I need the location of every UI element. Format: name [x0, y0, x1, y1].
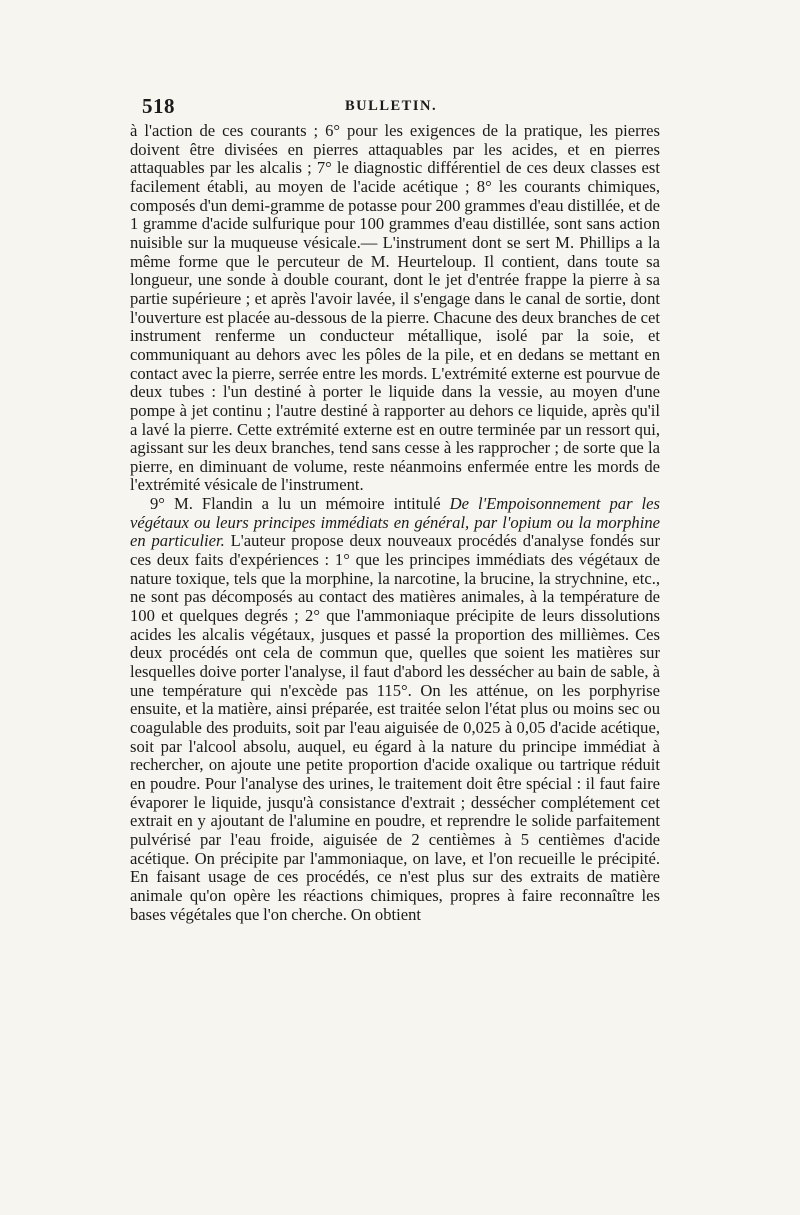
book-page [130, 92, 660, 924]
memoir-title: De l'Empoisonnement par les végétaux ou leurs principes immédiats en général, par l'opium ou la morphine en particulier. [130, 494, 660, 551]
paragraph-flandin [130, 495, 660, 924]
paragraph-instrument: à l'action de ces courants ; 6° pour les exigences de la pratique, les pierres doivent être divisées en pierres attaquables par les acides, et en pierres attaquables par les alcalis ; 7° le diagnostic différentiel de ces deux classes est facilement établi, au moyen de l'acide acétique ; 8° les courants chimiques, composés d'un demi-gramme de potasse pour 200 grammes d'eau distillée, et de 1 gramme d'acide sulfurique pour 100 grammes d'eau distillée, sont sans action nuisible sur la muqueuse vésicale.— L'instrument dont se sert M. Phillips a la même forme que le percuteur de M. Heurteloup. Il contient, dans toute sa longueur, une sonde à double courant, dont le jet d'entrée frappe la pierre à sa partie supérieure ; et après l'avoir lavée, il s'engage dans le canal de sortie, dont l'ouverture est placée au-dessous de la pierre. Chacune des deux branches de cet instrument renferme un conducteur métallique, isolé par la soie, et communiquant au dehors avec les pôles de la pile, et en dedans se mettant en contact avec la pierre, serrée entre les mords. L'extrémité externe est pourvue de deux tubes : l'un destiné à porter le liquide dans la vessie, au moyen d'une pompe à jet continu ; l'autre destiné à rapporter au dehors ce liquide, après qu'il a lavé la pierre. Cette extrémité externe est en outre terminée par un ressort qui, agissant sur les deux branches, tend sans cesse à les rapprocher ; de sorte que la pierre, en diminuant de volume, reste néanmoins enfermée entre les mords de l'extrémité vésicale de l'instrument. [130, 121, 660, 495]
paragraph-flandin-lead: 9° M. Flandin a lu un mémoire intitulé [150, 494, 450, 514]
body-text [130, 122, 660, 924]
running-header [130, 92, 660, 122]
paragraph-flandin-body: L'auteur propose deux nouveaux procédés d'analyse fondés sur ces deux faits d'expériences : 1° que les principes immédiats des végétaux de nature toxique, tels que la morphine, la narcotine, la brucine, la strychnine, etc., ne sont pas décomposés au contact des matières animales, à la température de 100 et quelques degrés ; 2° que l'ammoniaque précipite de leurs dissolutions acides les alcalis végétaux, jusques et passé la proportion des millièmes. Ces deux procédés ont cela de commun que, quelles que soient les matières sur lesquelles doive porter l'analyse, il faut d'abord les dessécher au bain de sable, à une température qui n'excède pas 115°. On les atténue, on les porphyrise ensuite, et la matière, ainsi préparée, est traitée selon l'état plus ou moins sec ou coagulable des produits, soit par l'eau aiguisée de 0,025 à 0,05 d'acide acétique, soit par l'alcool absolu, auquel, eu égard à la nature du principe immédiat à rechercher, on ajoute une petite proportion d'acide oxalique ou tartrique réduit en poudre. Pour l'analyse des urines, le traitement doit être spécial : il faut faire évaporer le liquide, jusqu'à consistance d'extrait ; dessécher complétement cet extrait en y ajoutant de l'alumine en poudre, et reprendre le solide parfaitement pulvérisé par l'eau froide, aiguisée de 2 centièmes à 5 centièmes d'acide acétique. On précipite par l'ammoniaque, on lave, et l'on recueille le précipité. En faisant usage de ces procédés, ce n'est plus sur des extraits de matière animale qu'on opère les réactions chimiques, propres à faire reconnaître les bases végétales que l'on cherche. On obtient [130, 531, 660, 924]
running-title: BULLETIN. [345, 98, 438, 114]
page-number: 518 [142, 94, 175, 118]
